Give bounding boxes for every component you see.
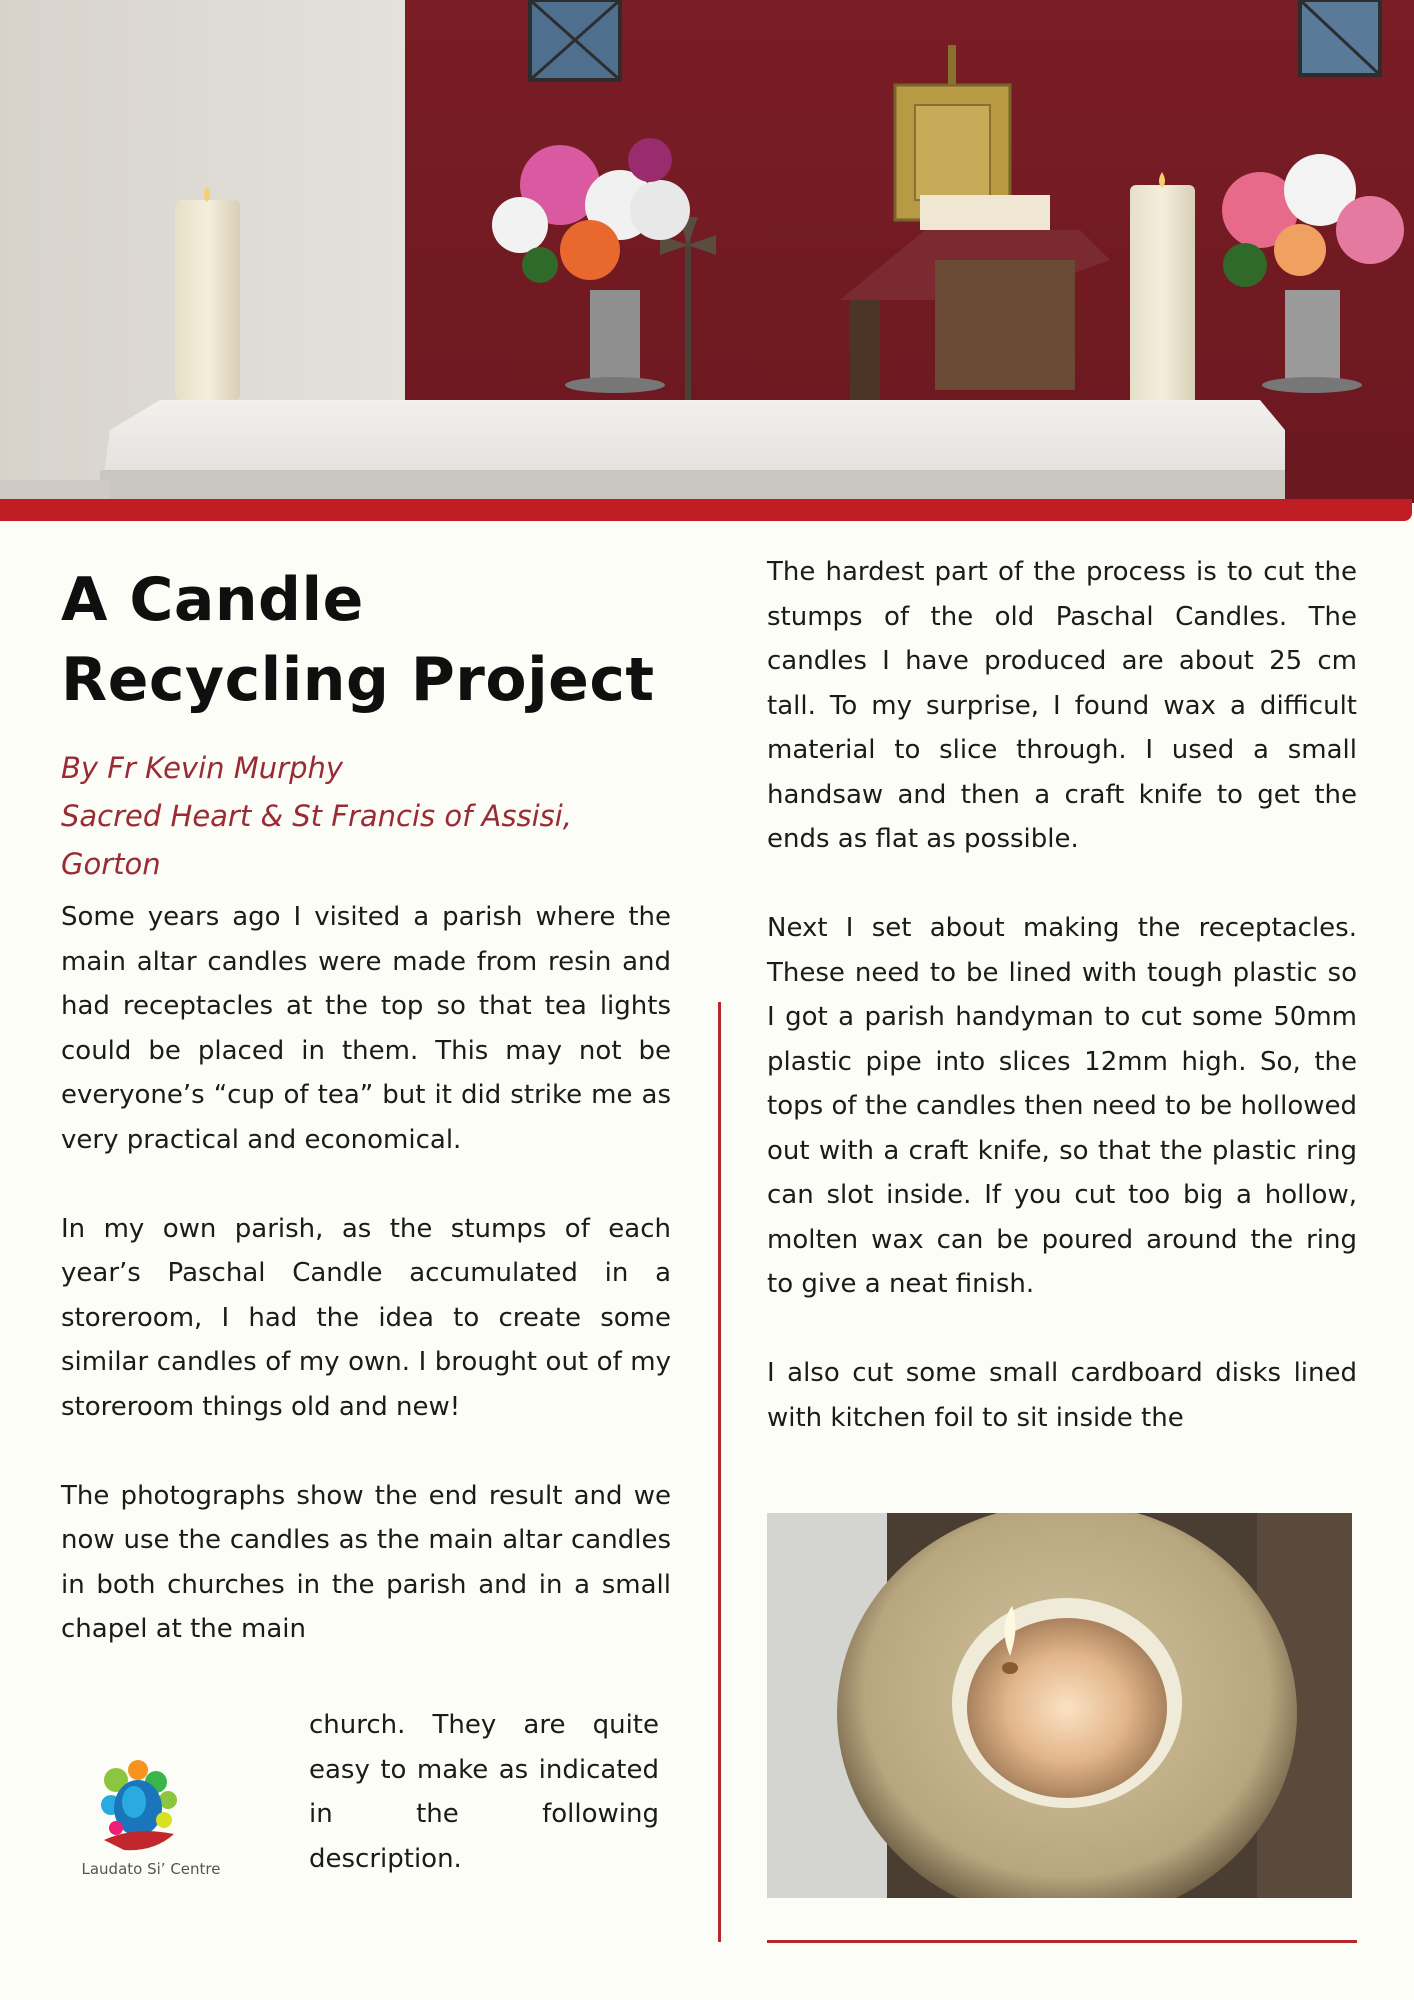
- column-divider: [718, 1002, 721, 1942]
- paragraph: church. They are quite easy to make as indicated in the following description.: [309, 1710, 659, 1874]
- logo-label: Laudato Si’ Centre: [81, 1860, 221, 1878]
- author: By Fr Kevin Murphy: [61, 751, 344, 785]
- paragraph: In my own parish, as the stumps of each year’s Paschal Candle accumulated in a storeroom, I had the idea to create some similar candles of my own. I brought out of my storeroom things old and new!: [61, 1213, 671, 1422]
- left-column-continued: [309, 1703, 659, 1881]
- byline: [61, 744, 661, 888]
- paragraph: The hardest part of the process is to cut the stumps of the old Paschal Candles. The candles I have produced are about 25 cm tall. To my surprise, I found wax a difficult material to slice through. I used a small handsaw and then a craft knife to get the ends as flat as possible.: [767, 557, 1357, 854]
- right-column: [767, 550, 1357, 1440]
- laudato-si-logo: [76, 1740, 226, 1880]
- paragraph: Some years ago I visited a parish where the main altar candles were made from resin and had receptacles at the top so that tea lights could be placed in them. This may not be everyone’s “cup of tea” but it did strike me as very practical and economical.: [61, 902, 671, 1155]
- parish-line-2: Gorton: [61, 847, 161, 881]
- left-column: [61, 895, 671, 1652]
- title-line-2: Recycling Project: [61, 645, 655, 715]
- paragraph: Next I set about making the receptacles. These need to be lined with tough plastic so I got a parish handyman to cut some 50mm plastic pipe into slices 12mm high. So, the tops of the candles then need to be hollowed out with a craft knife, so that the plastic ring can slot inside. If you cut too big a hollow, molten wax can be poured around the ring to give a neat finish.: [767, 913, 1357, 1299]
- paragraph: I also cut some small cardboard disks lined with kitchen foil to sit inside the: [767, 1358, 1357, 1433]
- title-line-1: A Candle: [61, 565, 364, 635]
- header-accent-band: [0, 499, 1412, 521]
- tealight-candle-photo: [767, 1513, 1352, 1898]
- paragraph: The photographs show the end result and we now use the candles as the main altar candles in both churches in the parish and in a small chapel at the main: [61, 1480, 671, 1644]
- bottom-rule: [767, 1940, 1357, 1943]
- parish-line-1: Sacred Heart & St Francis of Assisi,: [61, 799, 573, 833]
- altar-photo: [0, 0, 1414, 503]
- article-title: [61, 560, 701, 720]
